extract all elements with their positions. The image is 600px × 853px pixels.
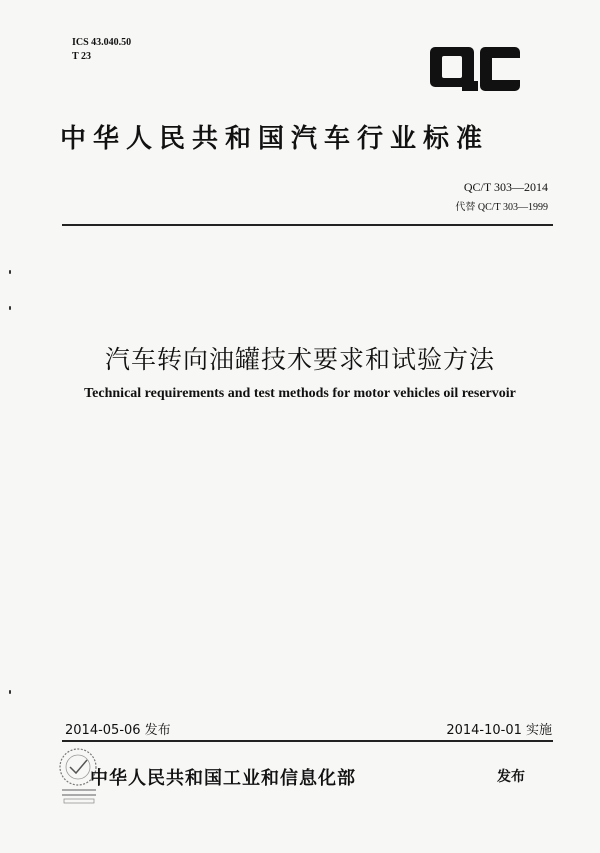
issuing-authority: 中华人民共和国工业和信息化部 (90, 768, 356, 789)
classification-codes (72, 36, 131, 64)
bottom-divider (62, 740, 553, 742)
title-english: Technical requirements and test methods for motor vehicles oil reservoir (84, 386, 516, 401)
organization-title: 中华人民共和国汽车行业标准 (60, 124, 490, 154)
issue-label: 发布 (497, 769, 525, 785)
scan-speck (9, 270, 11, 274)
ics-code: ICS 43.040.50 (72, 37, 132, 48)
qc-logo (428, 45, 522, 95)
ccs-code: T 23 (72, 51, 91, 62)
standard-number: QC/T 303—2014 (463, 180, 548, 194)
publish-date: 2014-05-06 发布 (65, 723, 171, 738)
scan-speck (9, 306, 11, 310)
scan-speck (9, 690, 11, 694)
replaces-standard: 代替 QC/T 303—1999 (455, 202, 548, 213)
top-divider (62, 224, 553, 226)
title-chinese: 汽车转向油罐技术要求和试验方法 (104, 345, 495, 374)
implementation-date: 2014-10-01 实施 (446, 723, 552, 738)
